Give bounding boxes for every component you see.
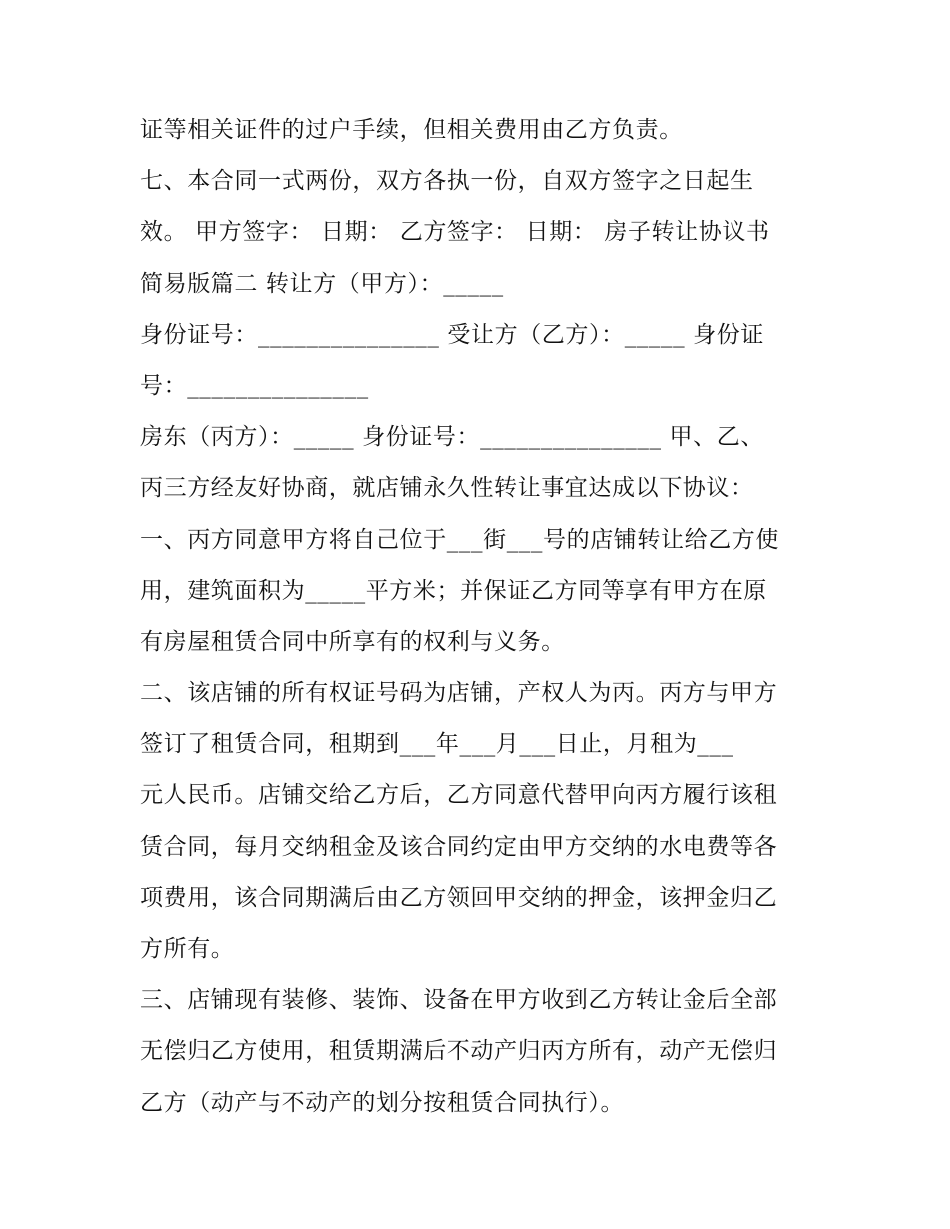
- text-line: 方所有。: [140, 936, 235, 962]
- text-line: 证等相关证件的过户手续，但相关费用由乙方负责。: [140, 117, 683, 143]
- text-line: 赁合同，每月交纳租金及该合同约定由甲方交纳的水电费等各: [140, 833, 778, 860]
- text-line: 项费用，该合同期满后由乙方领回甲交纳的押金，该押金归乙: [140, 884, 778, 911]
- text-line: 号：_______________: [140, 372, 369, 399]
- text-line: 无偿归乙方使用，租赁期满后不动产归丙方所有，动产无偿归: [140, 1038, 778, 1065]
- text-line: 签订了租赁合同，租期到___年___月___日止，月租为___: [140, 731, 734, 758]
- text-line: 效。 甲方签字： 日期： 乙方签字： 日期： 房子转让协议书: [140, 219, 770, 246]
- text-line: 乙方（动产与不动产的划分按租赁合同执行）。: [140, 1089, 625, 1116]
- text-line: 元人民币。店铺交给乙方后，乙方同意代替甲向丙方履行该租: [140, 782, 778, 809]
- text-line: 二、该店铺的所有权证号码为店铺，产权人为丙。丙方与甲方: [140, 680, 778, 707]
- text-line: 七、本合同一式两份，双方各执一份，自双方签字之日起生: [140, 168, 754, 195]
- text-line: 一、丙方同意甲方将自己位于___街___号的店铺转让给乙方使: [140, 526, 779, 553]
- text-line: 房东（丙方）：_____ 身份证号：_______________ 甲、乙、: [140, 424, 764, 451]
- text-line: 身份证号：_______________ 受让方（乙方）：_____ 身份证: [140, 321, 764, 348]
- text-line: 三、店铺现有装修、装饰、设备在甲方收到乙方转让金后全部: [140, 987, 778, 1014]
- text-line: 丙三方经友好协商，就店铺永久性转让事宜达成以下协议：: [140, 475, 754, 502]
- text-line: 简易版篇二 转让方（甲方）：_____: [140, 270, 504, 297]
- document-body: [140, 105, 820, 1129]
- text-line: 用，建筑面积为_____平方米；并保证乙方同等享有甲方在原: [140, 577, 767, 604]
- text-line: 有房屋租赁合同中所享有的权利与义务。: [140, 628, 565, 655]
